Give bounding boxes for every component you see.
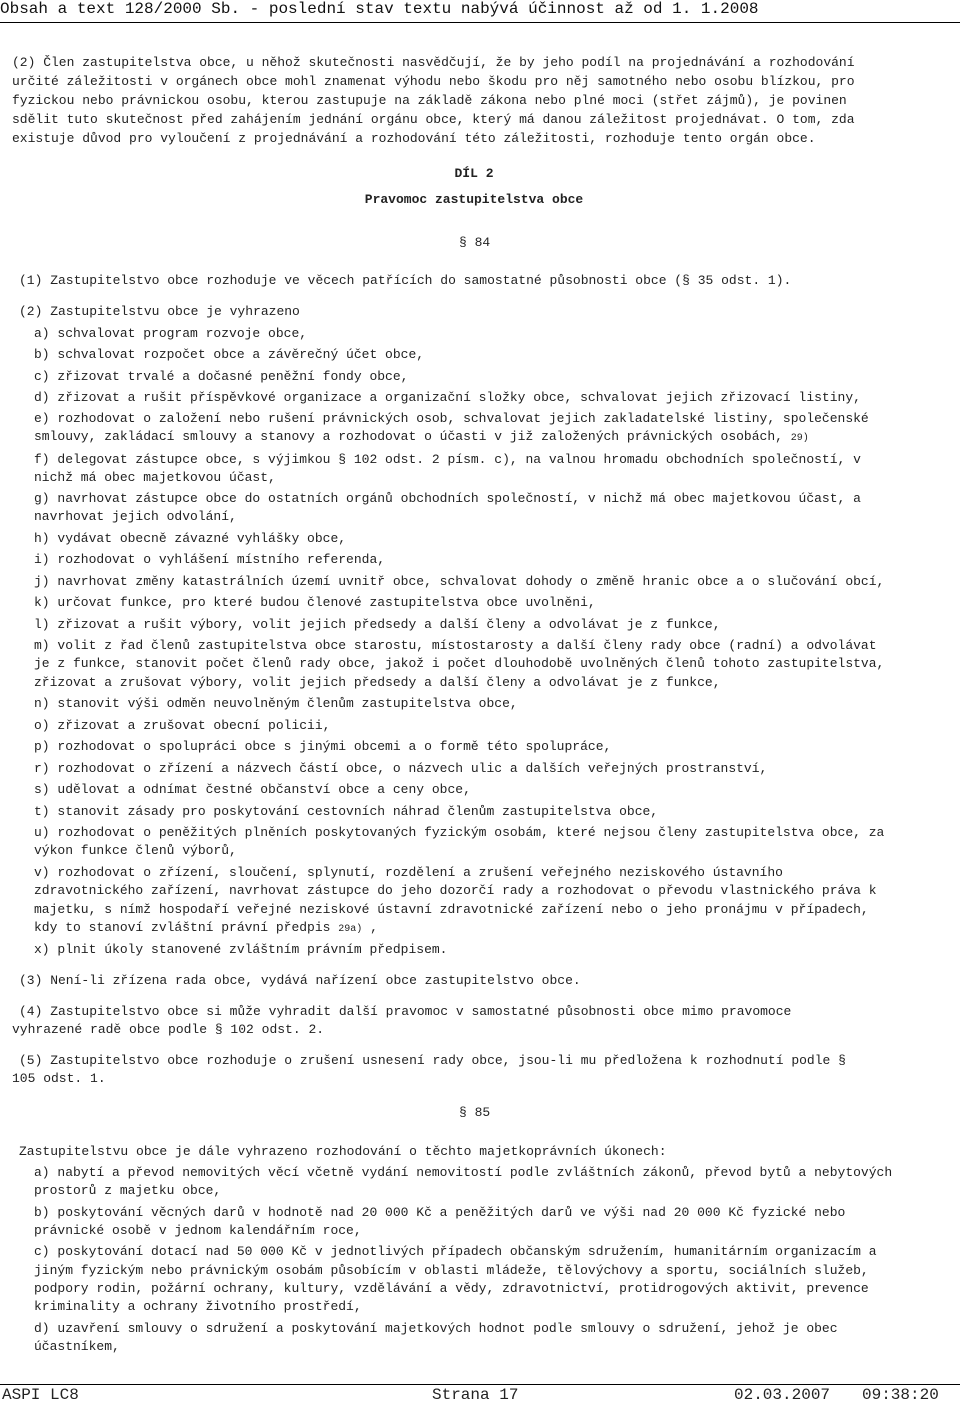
section-84-title: § 84 xyxy=(459,235,491,250)
document-footer xyxy=(0,1384,960,1404)
list-item-m-line-3: zřizovat a zrušovat výbory, volit jejich předsedy a další členy a odvolávat je z funkce, xyxy=(34,675,721,690)
list-item-v-line-4: kdy to stanoví zvláštní právní předpis 29a) , xyxy=(34,920,378,935)
footer-time: 09:38:20 xyxy=(862,1386,939,1404)
list-item-i: i) rozhodovat o vyhlášení místního referenda, xyxy=(34,552,386,567)
footer-date: 02.03.2007 xyxy=(734,1386,831,1404)
footnote-ref: 29a) xyxy=(338,924,363,935)
list-item-e-line-1: e) rozhodovat o založení nebo rušení právnických osob, schvalovat jejich zakladatelské listiny, společenské xyxy=(34,411,869,426)
list-item-l: l) zřizovat a rušit výbory, volit jejich předsedy a další členy a odvolávat je z funkce, xyxy=(34,617,721,632)
list-item-s: s) udělovat a odnímat čestné občanství obce a ceny obce, xyxy=(34,782,471,797)
list-item-d: d) zřizovat a rušit příspěvkové organizace a organizační složky obce, schvalovat jejich zřizovací listiny, xyxy=(34,390,861,405)
s85-item-d-line-1: d) uzavření smlouvy o sdružení a poskytování majetkových hodnot podle smlouvy o sdružení, jehož je obec xyxy=(34,1321,838,1336)
list-item-o: o) zřizovat a zrušovat obecní policii, xyxy=(34,718,331,733)
section-84-paragraph-3: (3) Není-li zřízena rada obce, vydává nařízení obce zastupitelstvo obce. xyxy=(19,973,581,988)
list-item-r: r) rozhodovat o zřízení a názvech částí obce, o názvech ulic a dalších veřejných prostranství, xyxy=(34,761,768,776)
s85-item-c-line-3: podpory rodin, požární ochrany, kultury, vzdělávání a vědy, zdravotnictví, protidrogových aktivit, prevence xyxy=(34,1281,869,1296)
s85-item-c-line-1: c) poskytování dotací nad 50 000 Kč v jednotlivých případech občanským sdružením, humanitárním organizacím a xyxy=(34,1244,877,1259)
list-item-t: t) stanovit zásady pro poskytování cestovních náhrad členům zastupitelstva obce, xyxy=(34,804,659,819)
footer-source: ASPI LC8 xyxy=(2,1386,79,1404)
list-item-f-line-2: nichž má obec majetkovou účast, xyxy=(34,470,276,485)
list-item-m-line-2: je z funkce, stanovit počet členů rady obce, jakož i počet dlouhodobě uvolněných členů tohoto zastupitelstva, xyxy=(34,656,885,671)
list-item-v-line-3: majetku, s nímž hospodaří veřejné neziskové ústavní zdravotnické zařízení nebo o jeho pronájmu v případech, xyxy=(34,902,869,917)
list-item-p: p) rozhodovat o spolupráci obce s jinými obcemi a o formě této spolupráce, xyxy=(34,739,612,754)
list-item-m-line-1: m) volit z řad členů zastupitelstva obce starostu, místostarosty a další členy rady obce (radní) a odvolávat xyxy=(34,638,877,653)
section-84-paragraph-5-line-2: 105 odst. 1. xyxy=(12,1071,106,1086)
s85-item-c-line-2: jiným fyzickým nebo právnickým osobám působícím v oblasti mládeže, tělovýchovy a sportu, sociálních služeb, xyxy=(34,1263,869,1278)
document-header xyxy=(0,0,960,23)
paragraph-2-line-5: existuje důvod pro vyloučení z projednávání a rozhodování této záležitosti, rozhoduje tento orgán obce. xyxy=(12,131,816,146)
list-item-f-line-1: f) delegovat zástupce obce, s výjimkou § 102 odst. 2 písm. c), na valnou hromadu obchodních společností, v xyxy=(34,452,861,467)
document-title: Obsah a text 128/2000 Sb. - poslední stav textu nabývá účinnost až od 1. 1.2008 xyxy=(0,0,759,18)
list-item-u-line-1: u) rozhodovat o peněžitých plněních poskytovaných fyzickým osobám, které nejsou členy zastupitelstva obce, za xyxy=(34,825,885,840)
part-heading: DÍL 2 xyxy=(454,166,494,181)
list-item-c: c) zřizovat trvalé a dočasné peněžní fondy obce, xyxy=(34,369,409,384)
section-84-paragraph-1: (1) Zastupitelstvo obce rozhoduje ve věcech patřících do samostatné působnosti obce (§ 35 odst. 1). xyxy=(19,273,792,288)
list-item-g-line-1: g) navrhovat zástupce obce do ostatních orgánů obchodních společností, v nichž má obec majetkovou účast, a xyxy=(34,491,861,506)
section-84-paragraph-4-line-2: vyhrazené radě obce podle § 102 odst. 2. xyxy=(12,1022,325,1037)
section-85-intro: Zastupitelstvu obce je dále vyhrazeno rozhodování o těchto majetkoprávních úkonech: xyxy=(19,1144,667,1159)
list-item-j: j) navrhovat změny katastrálních území uvnitř obce, schvalovat dohody o změně hranic obce a o slučování obcí, xyxy=(34,574,885,589)
s85-item-b-line-1: b) poskytování věcných darů v hodnotě nad 20 000 Kč a peněžitých darů ve výši nad 20 000 Kč fyzické nebo xyxy=(34,1205,846,1220)
list-item-u-line-2: výkon funkce členů výborů, xyxy=(34,843,237,858)
list-item-e-line-2: smlouvy, zakládací smlouvy a stanovy a rozhodovat o účasti v již založených právnických osobách, 29) xyxy=(34,429,809,444)
section-84-paragraph-5-line-1: (5) Zastupitelstvo obce rozhoduje o zrušení usnesení rady obce, jsou-li mu předložena k rozhodnutí podle § xyxy=(19,1053,846,1068)
footnote-ref: 29) xyxy=(790,433,809,444)
s85-item-b-line-2: právnické osobě v jednom kalendářním roce, xyxy=(34,1223,362,1238)
list-item-n: n) stanovit výši odměn neuvolněným členům zastupitelstva obce, xyxy=(34,696,518,711)
paragraph-2-line-1: (2) Člen zastupitelstva obce, u něhož skutečnosti nasvědčují, že by jeho podíl na projednávání a rozhodování xyxy=(12,55,855,70)
s85-item-a-line-2: prostorů z majetku obce, xyxy=(34,1183,222,1198)
list-item-k: k) určovat funkce, pro které budou členové zastupitelstva obce uvolněni, xyxy=(34,595,596,610)
s85-item-d-line-2: účastníkem, xyxy=(34,1339,120,1354)
list-item-g-line-2: navrhovat jejich odvolání, xyxy=(34,509,237,524)
list-item-b: b) schvalovat rozpočet obce a závěrečný účet obce, xyxy=(34,347,425,362)
part-subheading: Pravomoc zastupitelstva obce xyxy=(364,192,584,207)
list-item-v-line-1: v) rozhodovat o zřízení, sloučení, splynutí, rozdělení a zrušení veřejného neziskového ústavního xyxy=(34,865,783,880)
section-84-paragraph-4-line-1: (4) Zastupitelstvo obce si může vyhradit další pravomoc v samostatné působnosti obce mimo pravomoce xyxy=(19,1004,792,1019)
s85-item-a-line-1: a) nabytí a převod nemovitých věcí včetně vydání nemovitostí podle zvláštních zákonů, převod bytů a nebytových xyxy=(34,1165,893,1180)
section-84-paragraph-2-intro: (2) Zastupitelstvu obce je vyhrazeno xyxy=(19,304,300,319)
list-item-x: x) plnit úkoly stanovené zvláštním právním předpisem. xyxy=(34,942,448,957)
paragraph-2-line-4: sdělit tuto skutečnost před zahájením jednání orgánu obce, který má danou záležitost projednávat. O tom, zda xyxy=(12,112,855,127)
s85-item-c-line-4: kriminality a ochrany životního prostředí, xyxy=(34,1299,362,1314)
section-85-title: § 85 xyxy=(459,1105,491,1120)
list-item-v-line-2: zdravotnického zařízení, navrhovat zástupce do jeho dozorčí rady a rozhodovat o převodu vlastnického práva k xyxy=(34,883,877,898)
paragraph-2-line-2: určité záležitosti v orgánech obce mohl znamenat výhodu nebo škodu pro něj samotného nebo osobu blízkou, pro xyxy=(12,74,855,89)
paragraph-2-line-3: fyzickou nebo právnickou osobu, kterou zastupuje na základě zákona nebo plné moci (střet zájmů), je povinen xyxy=(12,93,847,108)
list-item-h: h) vydávat obecně závazné vyhlášky obce, xyxy=(34,531,347,546)
list-item-a: a) schvalovat program rozvoje obce, xyxy=(34,326,308,341)
footer-page-number: Strana 17 xyxy=(432,1386,519,1404)
